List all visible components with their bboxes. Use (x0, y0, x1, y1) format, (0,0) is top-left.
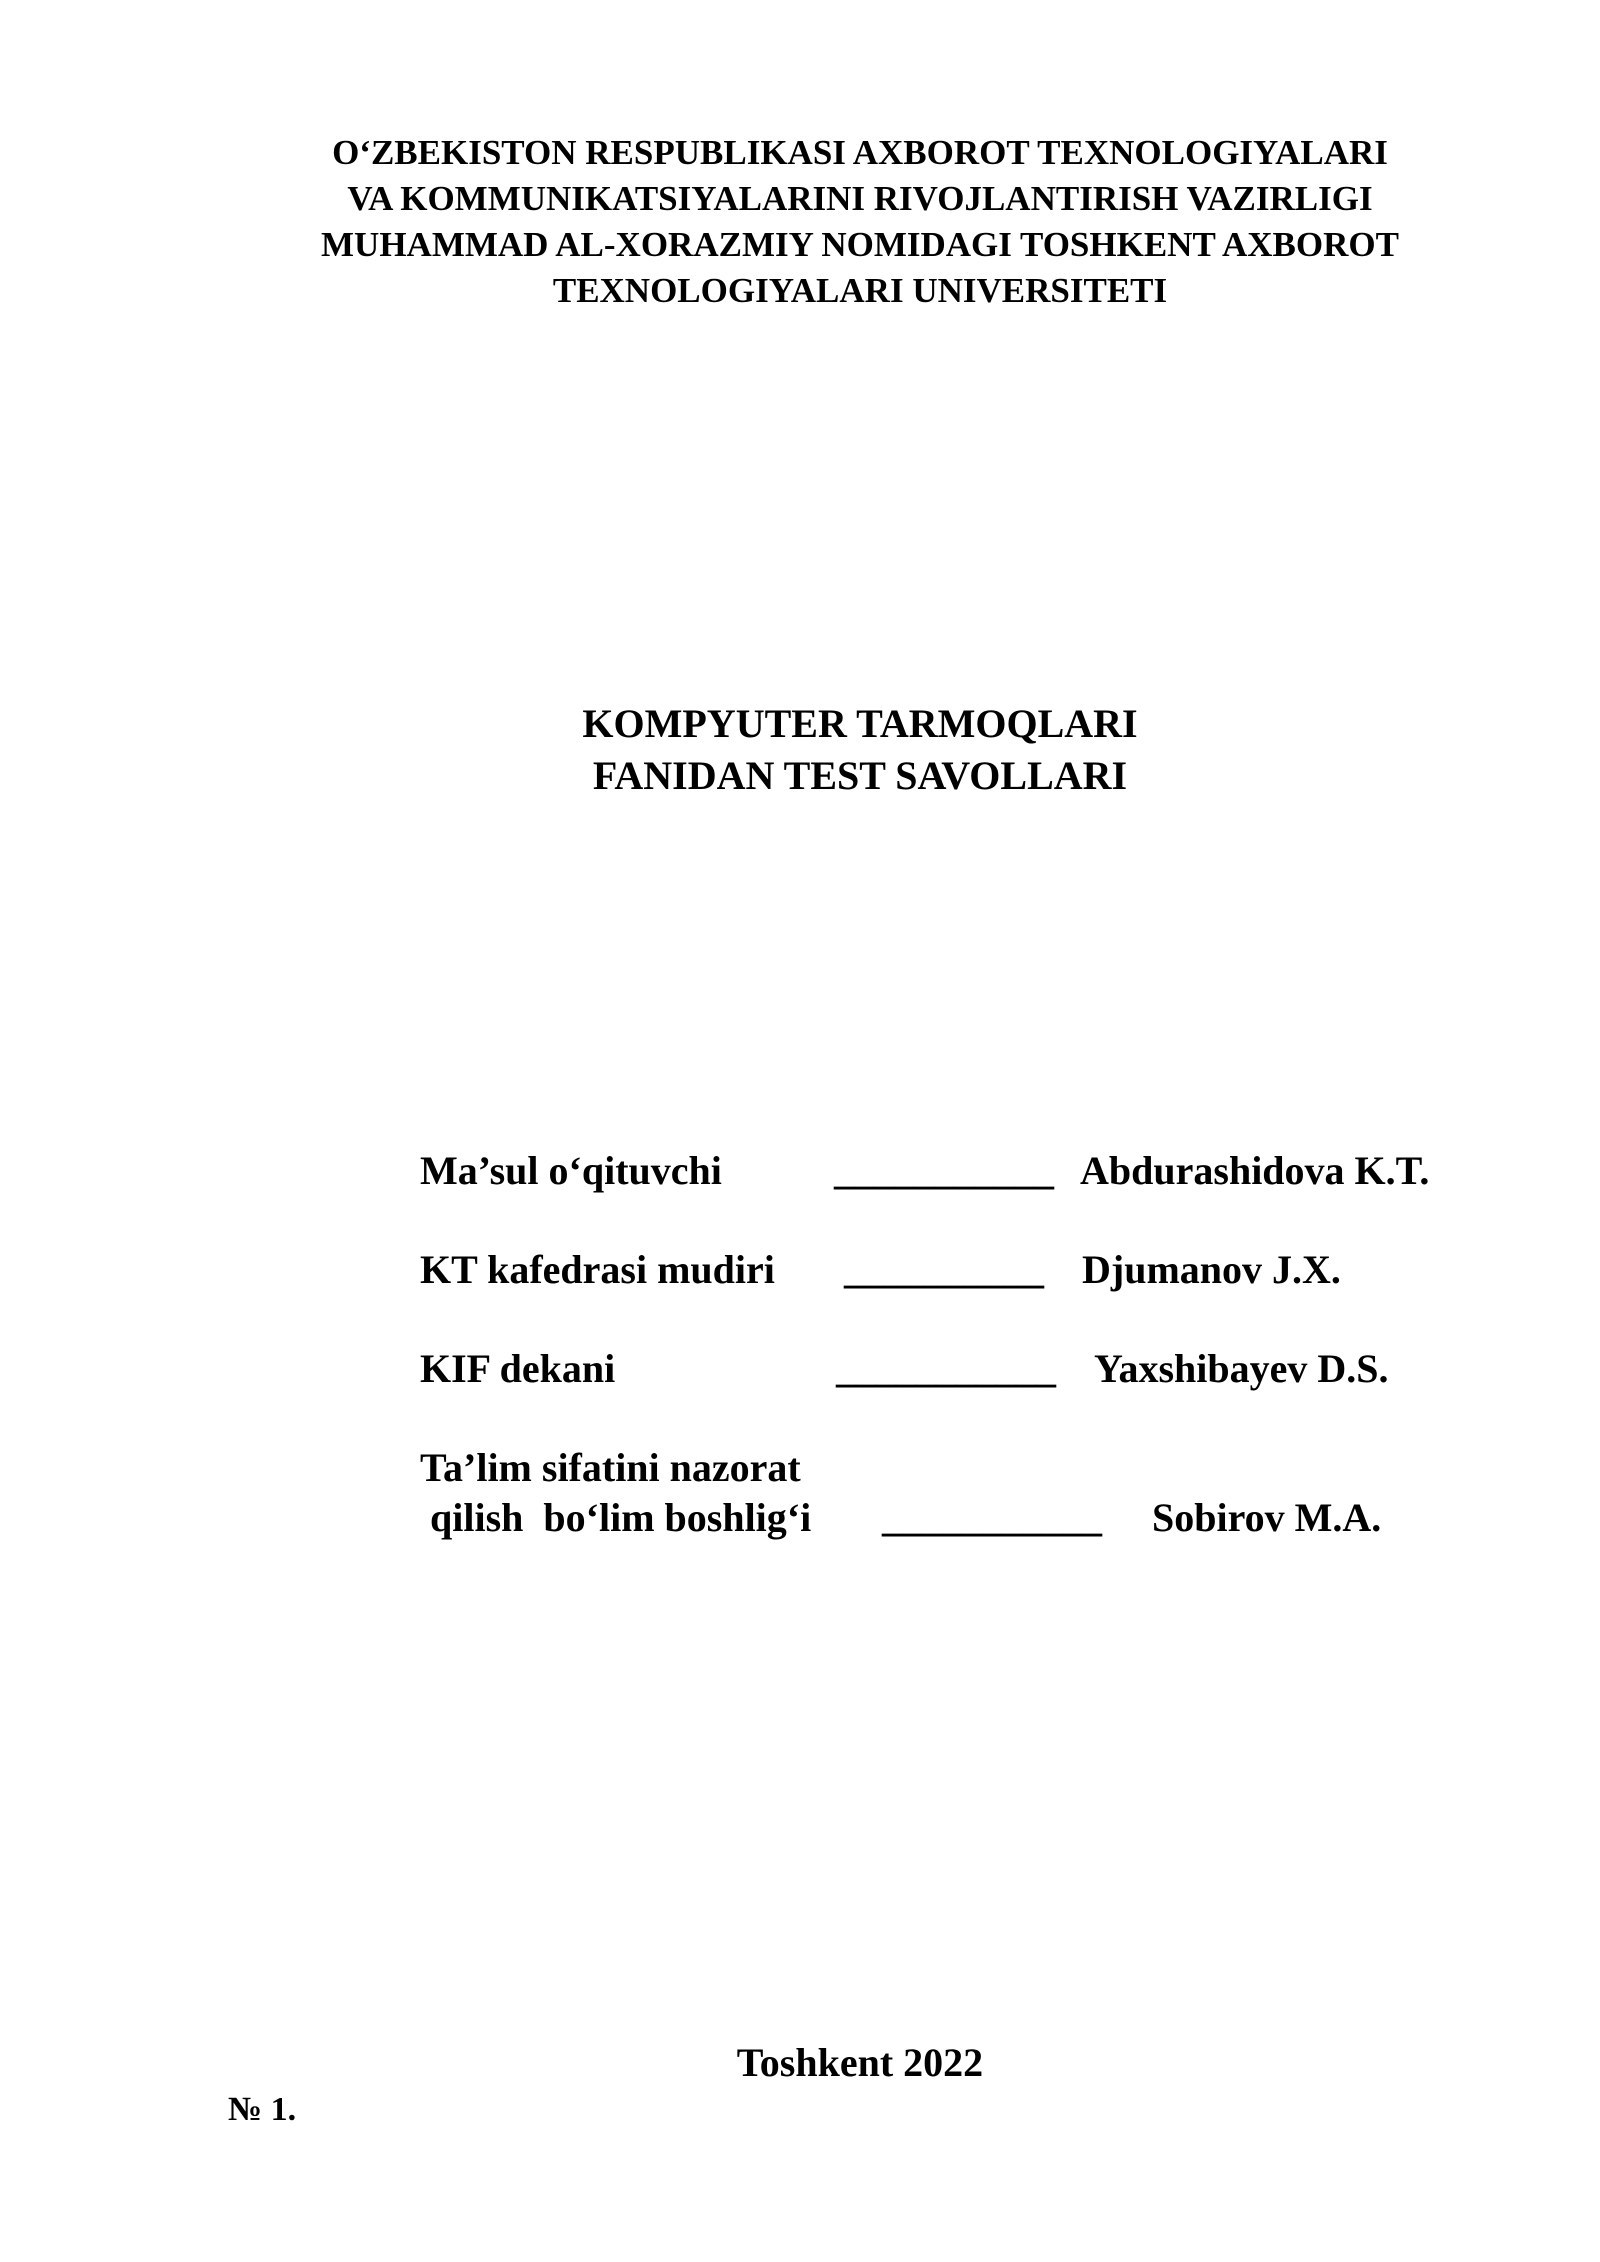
signature-line-responsible-teacher: ___________ (834, 1148, 1054, 1193)
signature-name-dean: Yaxshibayev D.S. (1094, 1346, 1389, 1391)
signature-name-quality-control: Sobirov M.A. (1152, 1495, 1382, 1540)
signature-line-department-head: __________ (844, 1247, 1044, 1292)
signature-role-department-head: KT kafedrasi mudiri (420, 1247, 775, 1292)
signature-role-dean: KIF dekani (420, 1346, 616, 1391)
header-line-1: O‘ZBEKISTON RESPUBLIKASI AXBOROT TEXNOLOGIYALARI (332, 133, 1388, 172)
header-line-3: MUHAMMAD AL-XORAZMIY NOMIDAGI TOSHKENT AXBOROT (321, 225, 1399, 264)
title-line-1: KOMPYUTER TARMOQLARI (582, 701, 1138, 746)
header-line-2: VA KOMMUNIKATSIYALARINI RIVOJLANTIRISH VAZIRLIGI (347, 179, 1373, 218)
signature-line-quality-control: ___________ (882, 1495, 1102, 1540)
city-year: Toshkent 2022 (736, 2040, 984, 2085)
signature-role-responsible-teacher: Ma’sul o‘qituvchi (420, 1148, 722, 1193)
title-line-2: FANIDAN TEST SAVOLLARI (592, 753, 1128, 798)
signature-role-quality-control-line-1: Ta’lim sifatini nazorat (420, 1445, 801, 1490)
institution-header (260, 130, 1460, 314)
document-number: № 1. (228, 2091, 297, 2128)
signature-role-quality-control-line-2: qilish bo‘lim boshlig‘i (430, 1495, 812, 1540)
signature-name-responsible-teacher: Abdurashidova K.T. (1080, 1148, 1430, 1193)
header-line-4: TEXNOLOGIYALARI UNIVERSITETI (552, 271, 1168, 310)
signature-name-department-head: Djumanov J.X. (1082, 1247, 1341, 1292)
document-title (360, 698, 1360, 802)
signature-line-dean: ___________ (836, 1346, 1056, 1391)
